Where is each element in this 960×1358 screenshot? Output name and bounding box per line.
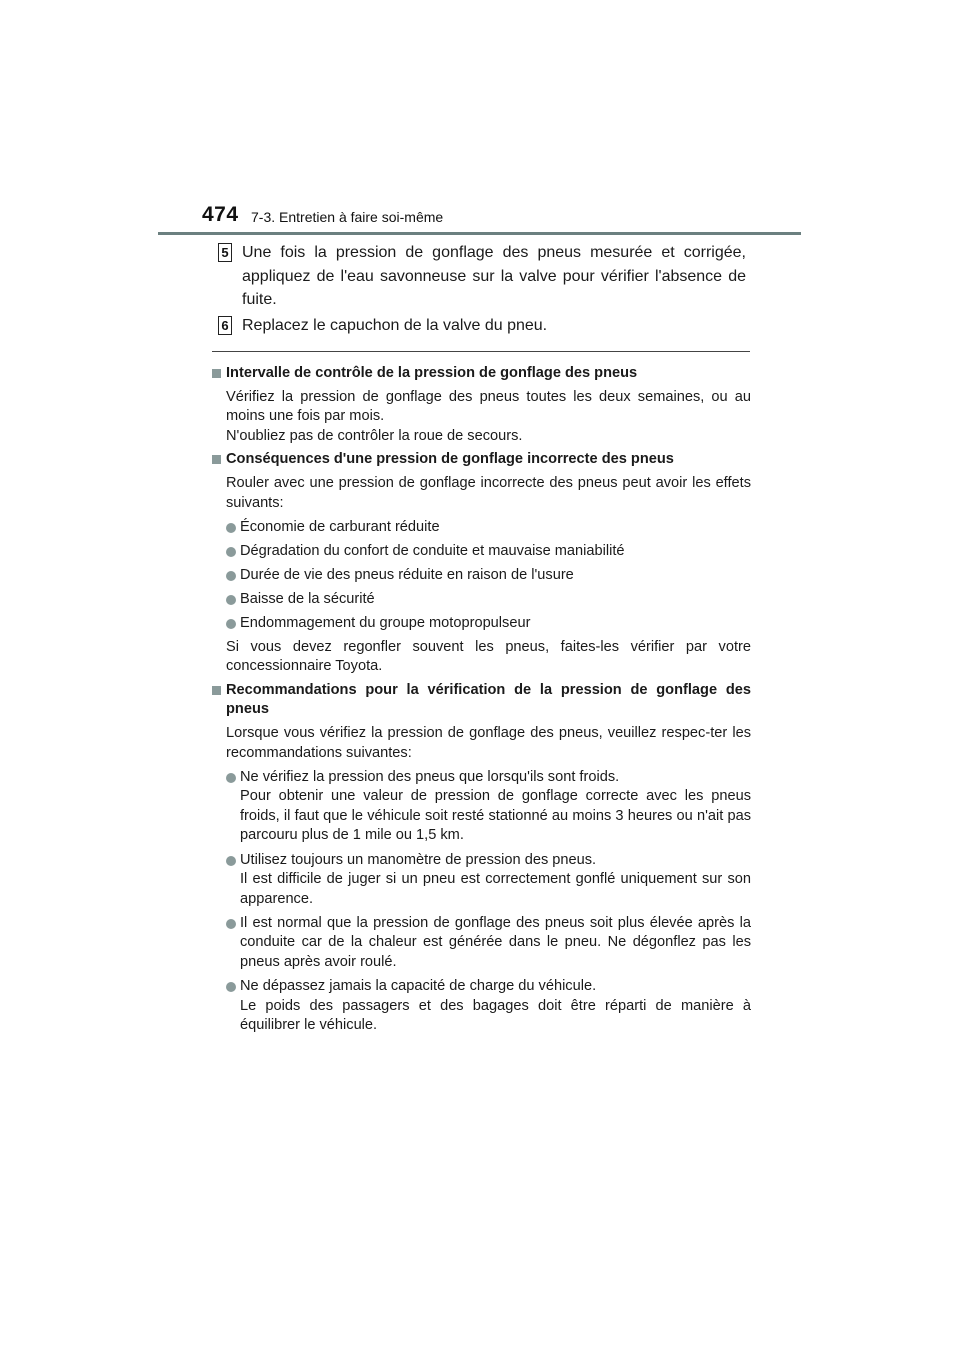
step-number-badge: 6 — [218, 316, 232, 335]
paragraph: Lorsque vous vérifiez la pression de gonflage des pneus, veuillez respec-ter les recommandations suivantes: — [226, 725, 751, 761]
header-rule — [158, 232, 801, 235]
section-heading: Recommandations pour la vérification de la pression de gonflage des pneus — [212, 681, 751, 720]
section-heading: Intervalle de contrôle de la pression de gonflage des pneus — [212, 364, 751, 384]
notes-content — [212, 360, 751, 1036]
list-item-title: Ne vérifiez la pression des pneus que lorsqu'ils sont froids. — [240, 768, 620, 785]
section-title: 7-3. Entretien à faire soi-même — [251, 209, 444, 225]
circle-bullet-icon — [226, 919, 236, 929]
list-item: Endommagement du groupe motopropulseur — [212, 614, 751, 634]
step-text: Une fois la pression de gonflage des pneus mesurée et corrigée, appliquez de l'eau savonneuse sur la valve pour vérifier l'absence de fuite. — [242, 244, 746, 308]
list-item-title: Il est normal que la pression de gonflage des pneus soit plus élevée après la conduite car de la chaleur est générée dans le pneu. Ne dégonflez pas les pneus après avoir roulé. — [240, 914, 751, 971]
list-item — [212, 914, 751, 973]
paragraph: Rouler avec une pression de gonflage incorrecte des pneus peut avoir les effets suivants: — [226, 474, 751, 511]
paragraph: Vérifiez la pression de gonflage des pneus toutes les deux semaines, ou au moins une fois par mois. — [226, 388, 751, 425]
circle-bullet-icon — [226, 571, 236, 581]
list-item — [212, 768, 751, 846]
circle-bullet-icon — [226, 773, 236, 783]
square-bullet-icon — [212, 455, 221, 464]
step-text: Replacez le capuchon de la valve du pneu. — [242, 317, 548, 334]
list-item: Baisse de la sécurité — [212, 590, 751, 610]
square-bullet-icon — [212, 369, 221, 378]
list-item: Durée de vie des pneus réduite en raison de l'usure — [212, 566, 751, 586]
paragraph: Si vous devez regonfler souvent les pneus, faites-les vérifier par votre concessionnaire Toyota. — [226, 638, 751, 675]
list-item-detail: Il est difficile de juger si un pneu est correctement gonflé uniquement sur son apparence. — [240, 871, 751, 907]
circle-bullet-icon — [226, 523, 236, 533]
list-item: Dégradation du confort de conduite et mauvaise maniabilité — [212, 542, 751, 562]
circle-bullet-icon — [226, 856, 236, 866]
circle-bullet-icon — [226, 595, 236, 605]
circle-bullet-icon — [226, 547, 236, 557]
list-item-detail: Pour obtenir une valeur de pression de gonflage correcte avec les pneus froids, il faut que le véhicule soit resté stationné au moins 3 heures ou n'ait pas parcouru plus de 1 mile ou 1,5 km. — [240, 788, 751, 844]
square-bullet-icon — [212, 686, 221, 695]
content-divider — [212, 351, 750, 352]
page-number: 474 — [202, 203, 239, 226]
list-item — [212, 851, 751, 910]
paragraph: N'oubliez pas de contrôler la roue de secours. — [226, 427, 523, 444]
circle-bullet-icon — [226, 982, 236, 992]
list-item-title: Utilisez toujours un manomètre de pression des pneus. — [240, 851, 597, 868]
section-heading: Conséquences d'une pression de gonflage incorrecte des pneus — [212, 450, 751, 470]
list-item — [212, 977, 751, 1036]
list-item-detail: Le poids des passagers et des bagages doit être réparti de manière à équilibrer le véhicule. — [240, 997, 751, 1034]
step-number-badge: 5 — [218, 243, 232, 262]
list-item: Économie de carburant réduite — [212, 518, 751, 538]
circle-bullet-icon — [226, 619, 236, 629]
list-item-title: Ne dépassez jamais la capacité de charge du véhicule. — [240, 978, 597, 995]
